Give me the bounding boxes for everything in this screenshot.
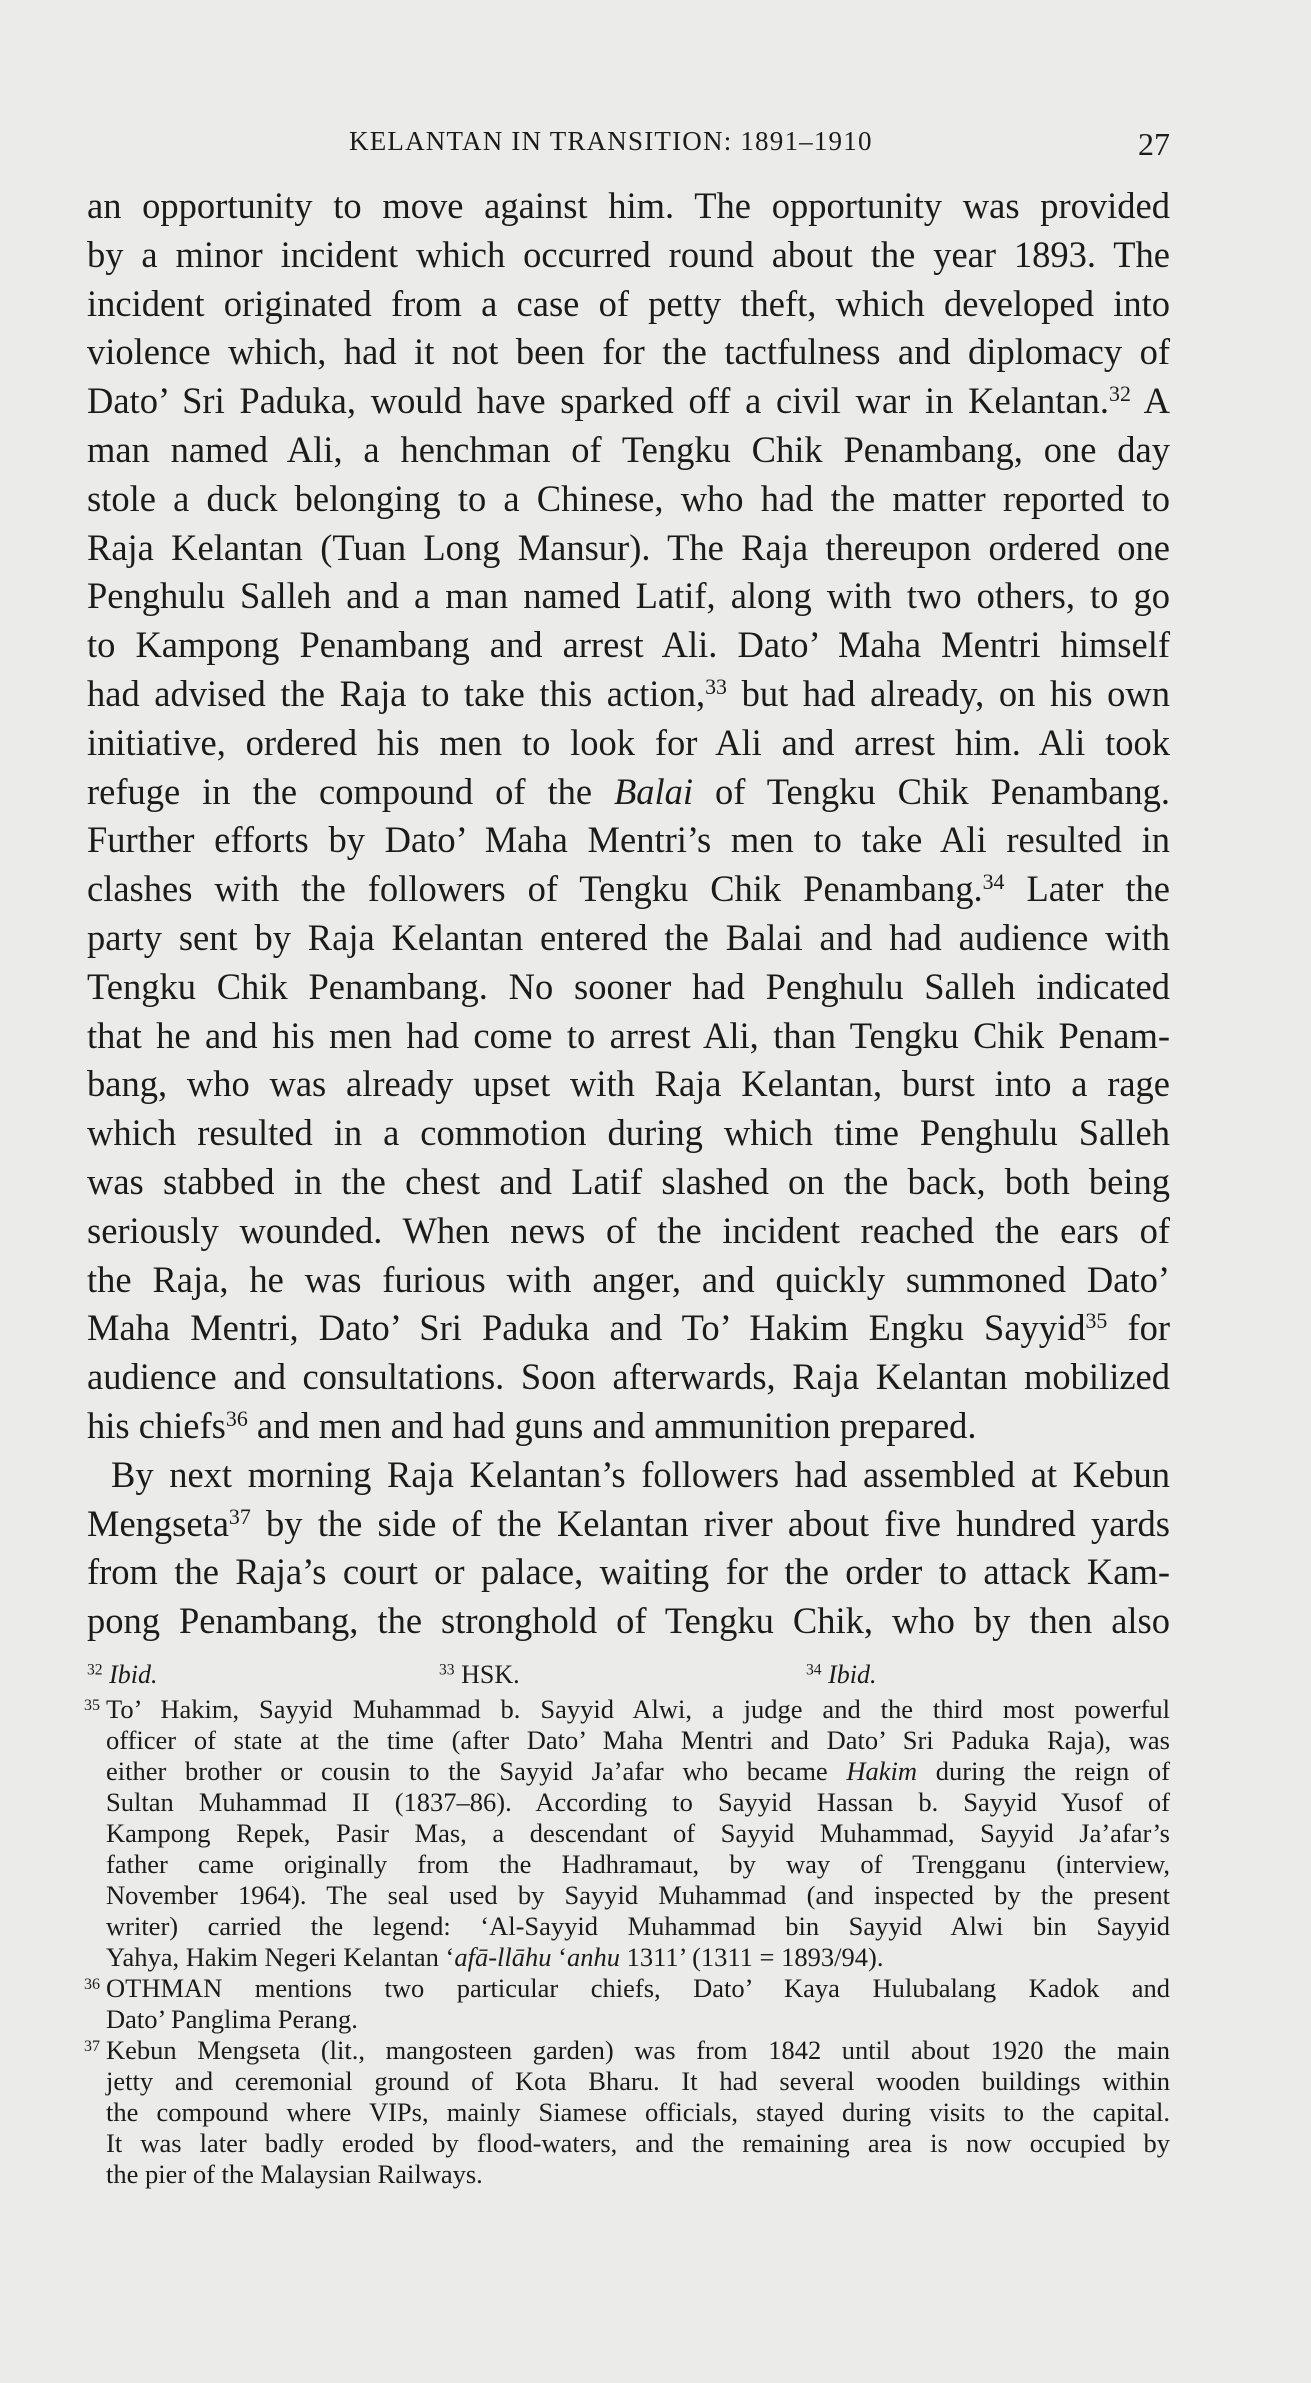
text-span: officer of state at the time (after Dato’ Maha Mentri and Dato’ Sri Paduka Raja), was xyxy=(106,1725,1170,1755)
text-line xyxy=(106,1911,1170,1942)
text-line xyxy=(106,1818,1170,1849)
text-line xyxy=(106,2004,1170,2035)
footnotes xyxy=(84,1660,1170,2190)
footnote-33 xyxy=(439,1660,520,1690)
text-span: incident originated from a case of petty theft, which developed into xyxy=(87,282,1170,324)
body-text xyxy=(87,182,1170,1646)
text-span: the compound where VIPs, mainly Siamese officials, stayed during visits to the capital. xyxy=(106,2097,1170,2127)
text-span: November 1964). The seal used by Sayyid Muhammad (and inspected by the present xyxy=(106,1880,1170,1910)
footnote-number: 36 xyxy=(84,1976,100,1993)
text-line xyxy=(87,816,1170,865)
text-span: bang, who was already upset with Raja Kelantan, burst into a rage xyxy=(87,1063,1170,1105)
text-line xyxy=(106,1880,1170,1911)
text-span: Dato’ Sri Paduka, would have sparked off a civil war in Kelantan. xyxy=(87,380,1110,422)
text-line xyxy=(87,377,1170,426)
text-line xyxy=(106,1973,1170,2004)
text-span: the pier of the Malaysian Railways. xyxy=(106,2159,483,2189)
footnote-reference: 37 xyxy=(228,1503,251,1529)
text-span: 1311’ (1311 = 1893/94). xyxy=(619,1942,884,1972)
text-span: pong Penambang, the stronghold of Tengku Chik, who by then also xyxy=(87,1600,1170,1642)
footnote-37 xyxy=(84,2035,1170,2190)
text-span: Later the xyxy=(1004,868,1170,910)
text-span: by the side of the Kelantan river about five hundred yards xyxy=(250,1502,1170,1544)
text-span: his chiefs xyxy=(87,1404,226,1446)
text-line xyxy=(87,1597,1170,1646)
text-span: by a minor incident which occurred round about the year 1893. The xyxy=(87,233,1170,275)
text-span: the Raja, he was furious with anger, and quickly summoned Dato’ xyxy=(87,1258,1170,1300)
text-span: initiative, ordered his men to look for Ali and arrest him. Ali took xyxy=(87,721,1170,763)
text-span: OTHMAN mentions two particular chiefs, Dato’ Kaya Hulubalang Kadok and xyxy=(106,1973,1170,2003)
text-line xyxy=(87,280,1170,329)
italic-text: anhu xyxy=(566,1942,620,1972)
italic-text: Balai xyxy=(614,770,694,812)
text-line xyxy=(87,1012,1170,1061)
text-line xyxy=(106,2159,1170,2190)
text-span: was stabbed in the chest and Latif slashed on the back, both being xyxy=(87,1160,1170,1202)
text-span: Raja Kelantan (Tuan Long Mansur). The Raja thereupon ordered one xyxy=(87,526,1170,568)
text-line xyxy=(87,1109,1170,1158)
footnote-number: 32 xyxy=(87,1661,103,1679)
text-span: to Kampong Penambang and arrest Ali. Dato’ Maha Mentri himself xyxy=(87,624,1170,666)
text-span: that he and his men had come to arrest Ali, than Tengku Chik Penam- xyxy=(87,1014,1170,1056)
text-line xyxy=(87,1500,1170,1549)
running-header xyxy=(87,126,1170,166)
footnote-34 xyxy=(806,1660,876,1690)
text-span: By next morning Raja Kelantan’s followers had assembled at Kebun xyxy=(111,1453,1170,1495)
text-line xyxy=(106,1725,1170,1756)
text-span: To’ Hakim, Sayyid Muhammad b. Sayyid Alwi, a judge and the third most powerful xyxy=(106,1694,1170,1724)
italic-text: afā-llāhu xyxy=(454,1942,552,1972)
text-line xyxy=(106,1849,1170,1880)
text-line xyxy=(87,1060,1170,1109)
text-span: an opportunity to move against him. The opportunity was provided xyxy=(87,185,1170,226)
text-span: either brother or cousin to the Sayyid Ja’afar who became xyxy=(106,1756,847,1786)
text-span: from the Raja’s court or palace, waiting for the order to attack Kam- xyxy=(87,1551,1170,1593)
text-span: writer) carried the legend: ‘Al-Sayyid Muhammad bin Sayyid Alwi bin Sayyid xyxy=(106,1911,1170,1941)
text-span: for xyxy=(1107,1307,1171,1349)
text-line xyxy=(87,426,1170,475)
short-footnotes xyxy=(87,1660,1170,1694)
text-span: jetty and ceremonial ground of Kota Bharu. It had several wooden buildings within xyxy=(106,2066,1170,2096)
text-line xyxy=(106,1694,1170,1725)
text-line xyxy=(106,2097,1170,2128)
footnote-35 xyxy=(84,1694,1170,1973)
italic-text: Hakim xyxy=(846,1756,918,1786)
text-line xyxy=(87,182,1170,231)
footnote-number: 35 xyxy=(84,1697,100,1714)
text-span: Tengku Chik Penambang. No sooner had Penghulu Salleh indicated xyxy=(87,965,1170,1007)
text-span: violence which, had it not been for the tactfulness and diplomacy of xyxy=(87,331,1170,373)
text-span: father came originally from the Hadhramaut, by way of Trengganu (interview, xyxy=(106,1849,1170,1879)
text-line xyxy=(106,2066,1170,2097)
text-span: Sultan Muhammad II (1837–86). According to Sayyid Hassan b. Sayyid Yusof of xyxy=(106,1787,1170,1817)
text-line xyxy=(106,1756,1170,1787)
text-line xyxy=(87,670,1170,719)
footnote-reference: 32 xyxy=(1109,381,1131,407)
text-line xyxy=(87,1158,1170,1207)
text-span: Kebun Mengseta (lit., mangosteen garden) was from 1842 until about 1920 the main xyxy=(106,2035,1170,2065)
text-line xyxy=(87,865,1170,914)
text-line xyxy=(106,2035,1170,2066)
text-span: stole a duck belonging to a Chinese, who had the matter reported to xyxy=(87,477,1170,519)
text-span: ‘ xyxy=(551,1942,567,1972)
text-line xyxy=(87,1353,1170,1402)
text-line xyxy=(87,475,1170,524)
text-span: which resulted in a commotion during which time Penghulu Salleh xyxy=(87,1112,1170,1154)
footnote-number: 34 xyxy=(806,1661,822,1679)
text-span: It was later badly eroded by flood-waters, and the remaining area is now occupied by xyxy=(106,2128,1170,2158)
text-line xyxy=(87,1402,1170,1451)
text-span: Yahya, Hakim Negeri Kelantan ‘ xyxy=(106,1942,455,1972)
footnote-reference: 34 xyxy=(982,869,1005,895)
text-line xyxy=(87,621,1170,670)
footnote-reference: 36 xyxy=(225,1405,248,1431)
text-line xyxy=(87,328,1170,377)
text-span: Further efforts by Dato’ Maha Mentri’s men to take Ali resulted in xyxy=(87,819,1170,861)
text-span: and men and had guns and ammunition prepared. xyxy=(247,1404,977,1446)
running-title: KELANTAN IN TRANSITION: 1891–1910 xyxy=(349,126,873,156)
text-span: Penghulu Salleh and a man named Latif, along with two others, to go xyxy=(87,575,1170,617)
footnote-number: 33 xyxy=(439,1661,455,1679)
text-line xyxy=(106,1787,1170,1818)
text-line xyxy=(87,1207,1170,1256)
footnote-text: HSK. xyxy=(461,1660,520,1689)
text-line xyxy=(87,1451,1170,1500)
text-span: clashes with the followers of Tengku Chik Penambang. xyxy=(87,868,983,910)
text-line xyxy=(87,1256,1170,1305)
footnote-text: Ibid. xyxy=(828,1660,877,1689)
text-line xyxy=(87,768,1170,817)
text-span: Mengseta xyxy=(87,1502,229,1544)
text-line xyxy=(106,1942,1170,1973)
footnote-32 xyxy=(87,1660,157,1690)
text-span: refuge in the compound of the xyxy=(87,770,614,812)
footnote-reference: 35 xyxy=(1085,1308,1108,1334)
text-span: but had already, on his own xyxy=(726,672,1170,714)
text-line xyxy=(87,1548,1170,1597)
text-span: during the reign of xyxy=(917,1756,1170,1786)
text-line xyxy=(87,719,1170,768)
text-line xyxy=(87,231,1170,280)
text-span: of Tengku Chik Penambang. xyxy=(693,770,1170,812)
page-number: 27 xyxy=(1138,126,1170,162)
footnote-text: Ibid. xyxy=(109,1660,158,1689)
text-span: seriously wounded. When news of the incident reached the ears of xyxy=(87,1209,1170,1251)
text-line xyxy=(87,572,1170,621)
text-span: Maha Mentri, Dato’ Sri Paduka and To’ Hakim Engku Sayyid xyxy=(87,1307,1086,1349)
text-span: party sent by Raja Kelantan entered the Balai and had audience with xyxy=(87,916,1170,958)
footnote-reference: 33 xyxy=(705,673,727,699)
text-span: man named Ali, a henchman of Tengku Chik Penambang, one day xyxy=(87,428,1170,470)
text-span: A xyxy=(1130,380,1170,422)
text-line xyxy=(87,963,1170,1012)
text-line xyxy=(87,914,1170,963)
text-line xyxy=(106,2128,1170,2159)
text-span: audience and consultations. Soon afterwards, Raja Kelantan mobilized xyxy=(87,1356,1170,1398)
text-span: had advised the Raja to take this action, xyxy=(87,672,706,714)
footnote-36 xyxy=(84,1973,1170,2035)
footnote-number: 37 xyxy=(84,2038,100,2055)
text-span: Dato’ Panglima Perang. xyxy=(106,2004,358,2034)
text-span: Kampong Repek, Pasir Mas, a descendant of Sayyid Muhammad, Sayyid Ja’afar’s xyxy=(106,1818,1170,1848)
text-line xyxy=(87,524,1170,573)
text-line xyxy=(87,1304,1170,1353)
